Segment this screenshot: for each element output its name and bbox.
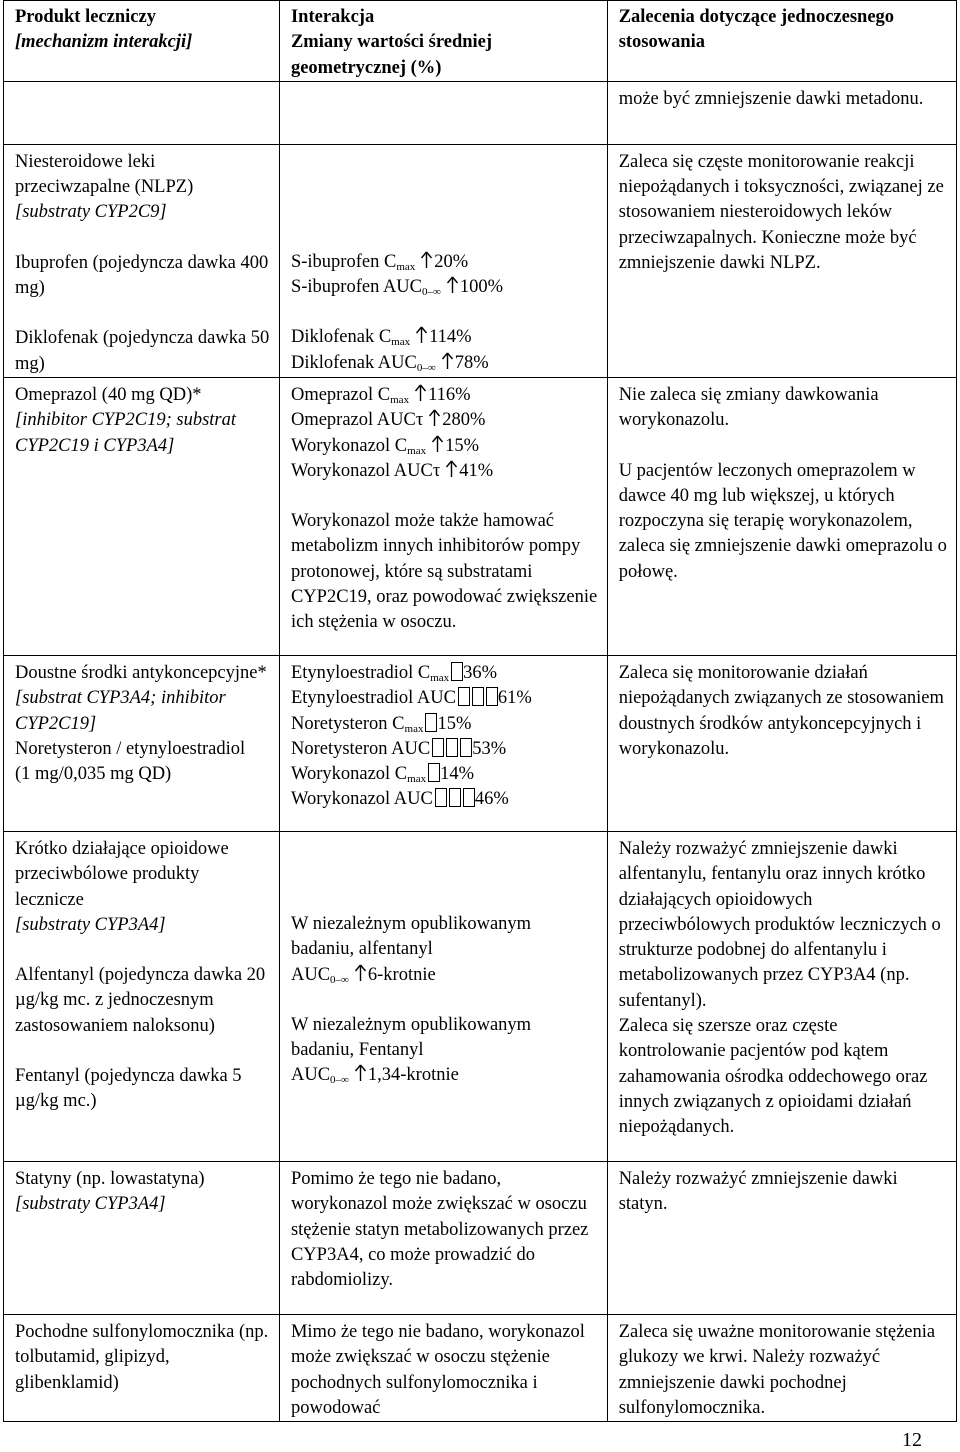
row3-e-auc: Etynyloestradiol AUC 61% [290,688,532,709]
missing-glyph-icon [463,788,475,807]
table-row-sulfonylomocznik [4,1314,957,1421]
row1-drug-class: Niesteroidowe leki przeciwzapalne (NLPZ) [15,151,194,198]
table-header-row [4,1,957,82]
header-interaction-subtitle: Zmiany wartości średniej geometrycznej (%) [290,32,493,78]
row5-product-cell [4,1161,280,1314]
row1-product-cell [4,144,280,377]
missing-glyph-icon [449,788,461,807]
row2-recommendation-1: Nie zaleca się zmiany dawkowania worykonazolu. [618,384,879,431]
header-product [4,1,280,82]
table-row-nlpz [4,144,957,377]
row1-drug-ibuprofen: Ibuprofen (pojedyncza dawka 400 mg) [15,252,269,299]
row1-ibu-cmax: S-ibuprofen $C_{max}$ 20% [290,251,469,273]
row2-ome-cmax: Omeprazol $C_{max}$ 116% [290,384,471,406]
row4-drug: Krótko działające opioidowe przeciwbólowe produkty lecznicze [15,838,229,910]
row1-ibu-auc: S-ibuprofen $AUC_{0-\infty}$ 100% [290,277,504,299]
arrow-up-icon [420,250,433,269]
row6-interaction-cell [279,1314,607,1421]
header-interaction [279,1,607,82]
row0-recommendation-cell [607,81,956,144]
row1-dik-cmax: Diklofenak $C_{max}$ 114% [290,327,472,349]
row3-w-auc: Worykonazol AUC 46% [290,789,509,810]
row3-mechanism: [substrat CYP3A4; inhibitor CYP2C19] [15,688,226,734]
row4-product-cell [4,831,280,1161]
arrow-up-icon [354,1063,367,1082]
arrow-up-icon [446,275,459,294]
row1-mechanism: [substraty CYP2C9] [15,202,167,223]
row1-recommendation-cell [607,144,956,377]
table-row-opioidy [4,831,957,1161]
row2-interaction-cell [279,377,607,655]
row2-note: Worykonazol może także hamować metabolizm innych inhibitorów pompy protonowej, które są substratami CYP2C19, oraz powodować zwiększenie ich stężenia w osoczu. [290,511,598,633]
arrow-up-icon [445,459,458,478]
row4-study-1-auc: $AUC_{0-\infty}$ 6-krotnie [290,964,436,986]
row5-interaction: Pomimo że tego nie badano, worykonazol może zwiększać w osoczu stężenie statyn metabolizowanych przez CYP3A4, co może prowadzić do rabdomiolizy. [290,1168,589,1291]
row3-recommendation: Zaleca się monitorowanie działań niepożądanych związanych ze stosowaniem doustnych środków antykoncepcyjnych i worykonazolu. [618,662,944,759]
row5-interaction-cell [279,1161,607,1314]
missing-glyph-icon [446,738,458,757]
interaction-table [3,0,957,1422]
row4-recommendation-cell [607,831,956,1161]
row6-interaction: Mimo że tego nie badano, worykonazol może zwiększać w osoczu stężenie pochodnych sulfonylomocznika i powodować [290,1321,585,1418]
row4-interaction-cell [279,831,607,1161]
missing-glyph-icon [428,763,440,782]
row5-recommendation-cell [607,1161,956,1314]
missing-glyph-icon [460,738,472,757]
page-number: 12 [902,1429,922,1451]
row2-wor-auc: Worykonazol AUCτ 41% [290,460,494,481]
arrow-up-icon [428,408,441,427]
row3-e-cmax: Etynyloestradiol $C_{max}$ 36% [290,662,498,684]
row2-wor-cmax: Worykonazol $C_{max}$ 15% [290,435,480,457]
row0-interaction-cell [279,81,607,144]
row1-dik-auc: Diklofenak $AUC_{0-\infty}$ 78% [290,352,489,374]
row3-interaction-cell [279,655,607,831]
row2-product-cell [4,377,280,655]
row3-drug: Doustne środki antykoncepcyjne* [15,662,267,683]
row4-drug-alfentanyl: Alfentanyl (pojedyncza dawka 20 µg/kg mc. z jednoczesnym zastosowaniem naloksonu) [15,965,266,1036]
row1-interaction-cell [279,144,607,377]
missing-glyph-icon [435,788,447,807]
table-row-antykoncepcja [4,655,957,831]
row6-product-cell [4,1314,280,1421]
row5-mechanism: [substraty CYP3A4] [15,1194,166,1215]
table-row-metadon-continued [4,81,957,144]
header-interaction-title: Interakcja [290,7,375,27]
row1-recommendation: Zaleca się częste monitorowanie reakcji niepożądanych i toksyczności, związanej ze stosowaniem niesteroidowych leków przeciwzapalnych. Konieczne może być zmniejszenie dawki NLPZ. [618,151,944,274]
missing-glyph-icon [425,713,437,732]
row6-drug: Pochodne sulfonylomocznika (np. tolbutamid, glipizyd, glibenklamid) [15,1321,269,1393]
missing-glyph-icon [486,687,498,706]
table-row-omeprazol [4,377,957,655]
row2-recommendation-2: U pacjentów leczonych omeprazolem w dawce 40 mg lub większej, u których rozpoczyna się terapię worykonazolem, zaleca się zmniejszenie dawki omeprazolu o połowę. [618,460,947,582]
row2-ome-auc: Omeprazol AUCτ 280% [290,410,486,431]
row4-study-2-auc: $AUC_{0-\infty}$ 1,34-krotnie [290,1065,459,1087]
row3-detail: Noretysteron / etynyloestradiol (1 mg/0,035 mg QD) [15,738,246,785]
row4-recommendation-1: Należy rozważyć zmniejszenie dawki alfentanylu, fentanylu oraz innych krótko działających opioidowych przeciwbólowych produktów leczniczych o strukturze podobnej do alfentanylu i metabolizowanych przez CYP3A4 (np. sufentanyl). [618,838,941,1011]
row2-drug: Omeprazol (40 mg QD)* [15,384,202,405]
row2-mechanism: [inhibitor CYP2C19; substrat CYP2C19 i CYP3A4] [15,410,237,456]
row0-product-cell [4,81,280,144]
missing-glyph-icon [432,738,444,757]
arrow-up-icon [414,383,427,402]
missing-glyph-icon [451,662,463,681]
arrow-up-icon [354,963,367,982]
row3-n-cmax: Noretysteron $C_{max}$ 15% [290,713,472,735]
table-row-statyny [4,1161,957,1314]
row3-recommendation-cell [607,655,956,831]
arrow-up-icon [415,325,428,344]
row4-study-1: W niezależnym opublikowanym badaniu, alfentanyl [290,913,532,960]
header-product-title: Produkt leczniczy [15,7,156,27]
row5-recommendation: Należy rozważyć zmniejszenie dawki statyn. [618,1168,898,1215]
row3-product-cell [4,655,280,831]
row0-recommendation: może być zmniejszenie dawki metadonu. [618,88,924,109]
row1-drug-diklofenak: Diklofenak (pojedyncza dawka 50 mg) [15,328,270,374]
row3-n-auc: Noretysteron AUC 53% [290,738,507,759]
header-recommendations-title: Zalecenia dotyczące jednoczesnego stosowania [618,7,895,53]
row6-recommendation-cell [607,1314,956,1421]
row3-w-cmax: Worykonazol $C_{max}$ 14% [290,764,475,786]
arrow-up-icon [431,434,444,453]
row5-drug: Statyny (np. lowastatyna) [15,1168,205,1189]
missing-glyph-icon [458,687,470,706]
row4-drug-fentanyl: Fentanyl (pojedyncza dawka 5 µg/kg mc.) [15,1066,242,1112]
row4-mechanism: [substraty CYP3A4] [15,914,166,935]
row6-recommendation: Zaleca się uważne monitorowanie stężenia glukozy we krwi. Należy rozważyć zmniejszenie dawki pochodnej sulfonylomocznika. [618,1321,936,1418]
row4-study-2: W niezależnym opublikowanym badaniu, Fentanyl [290,1014,532,1061]
header-recommendations [607,1,956,82]
row2-recommendation-cell [607,377,956,655]
header-product-mechanism: [mechanizm interakcji] [15,32,193,53]
missing-glyph-icon [472,687,484,706]
row4-recommendation-2: Zaleca się szersze oraz częste kontrolowanie pacjentów pod kątem zahamowania ośrodka oddechowego oraz innych związanych z opioidami działań niepożądanych. [618,1016,928,1138]
arrow-up-icon [441,351,454,370]
